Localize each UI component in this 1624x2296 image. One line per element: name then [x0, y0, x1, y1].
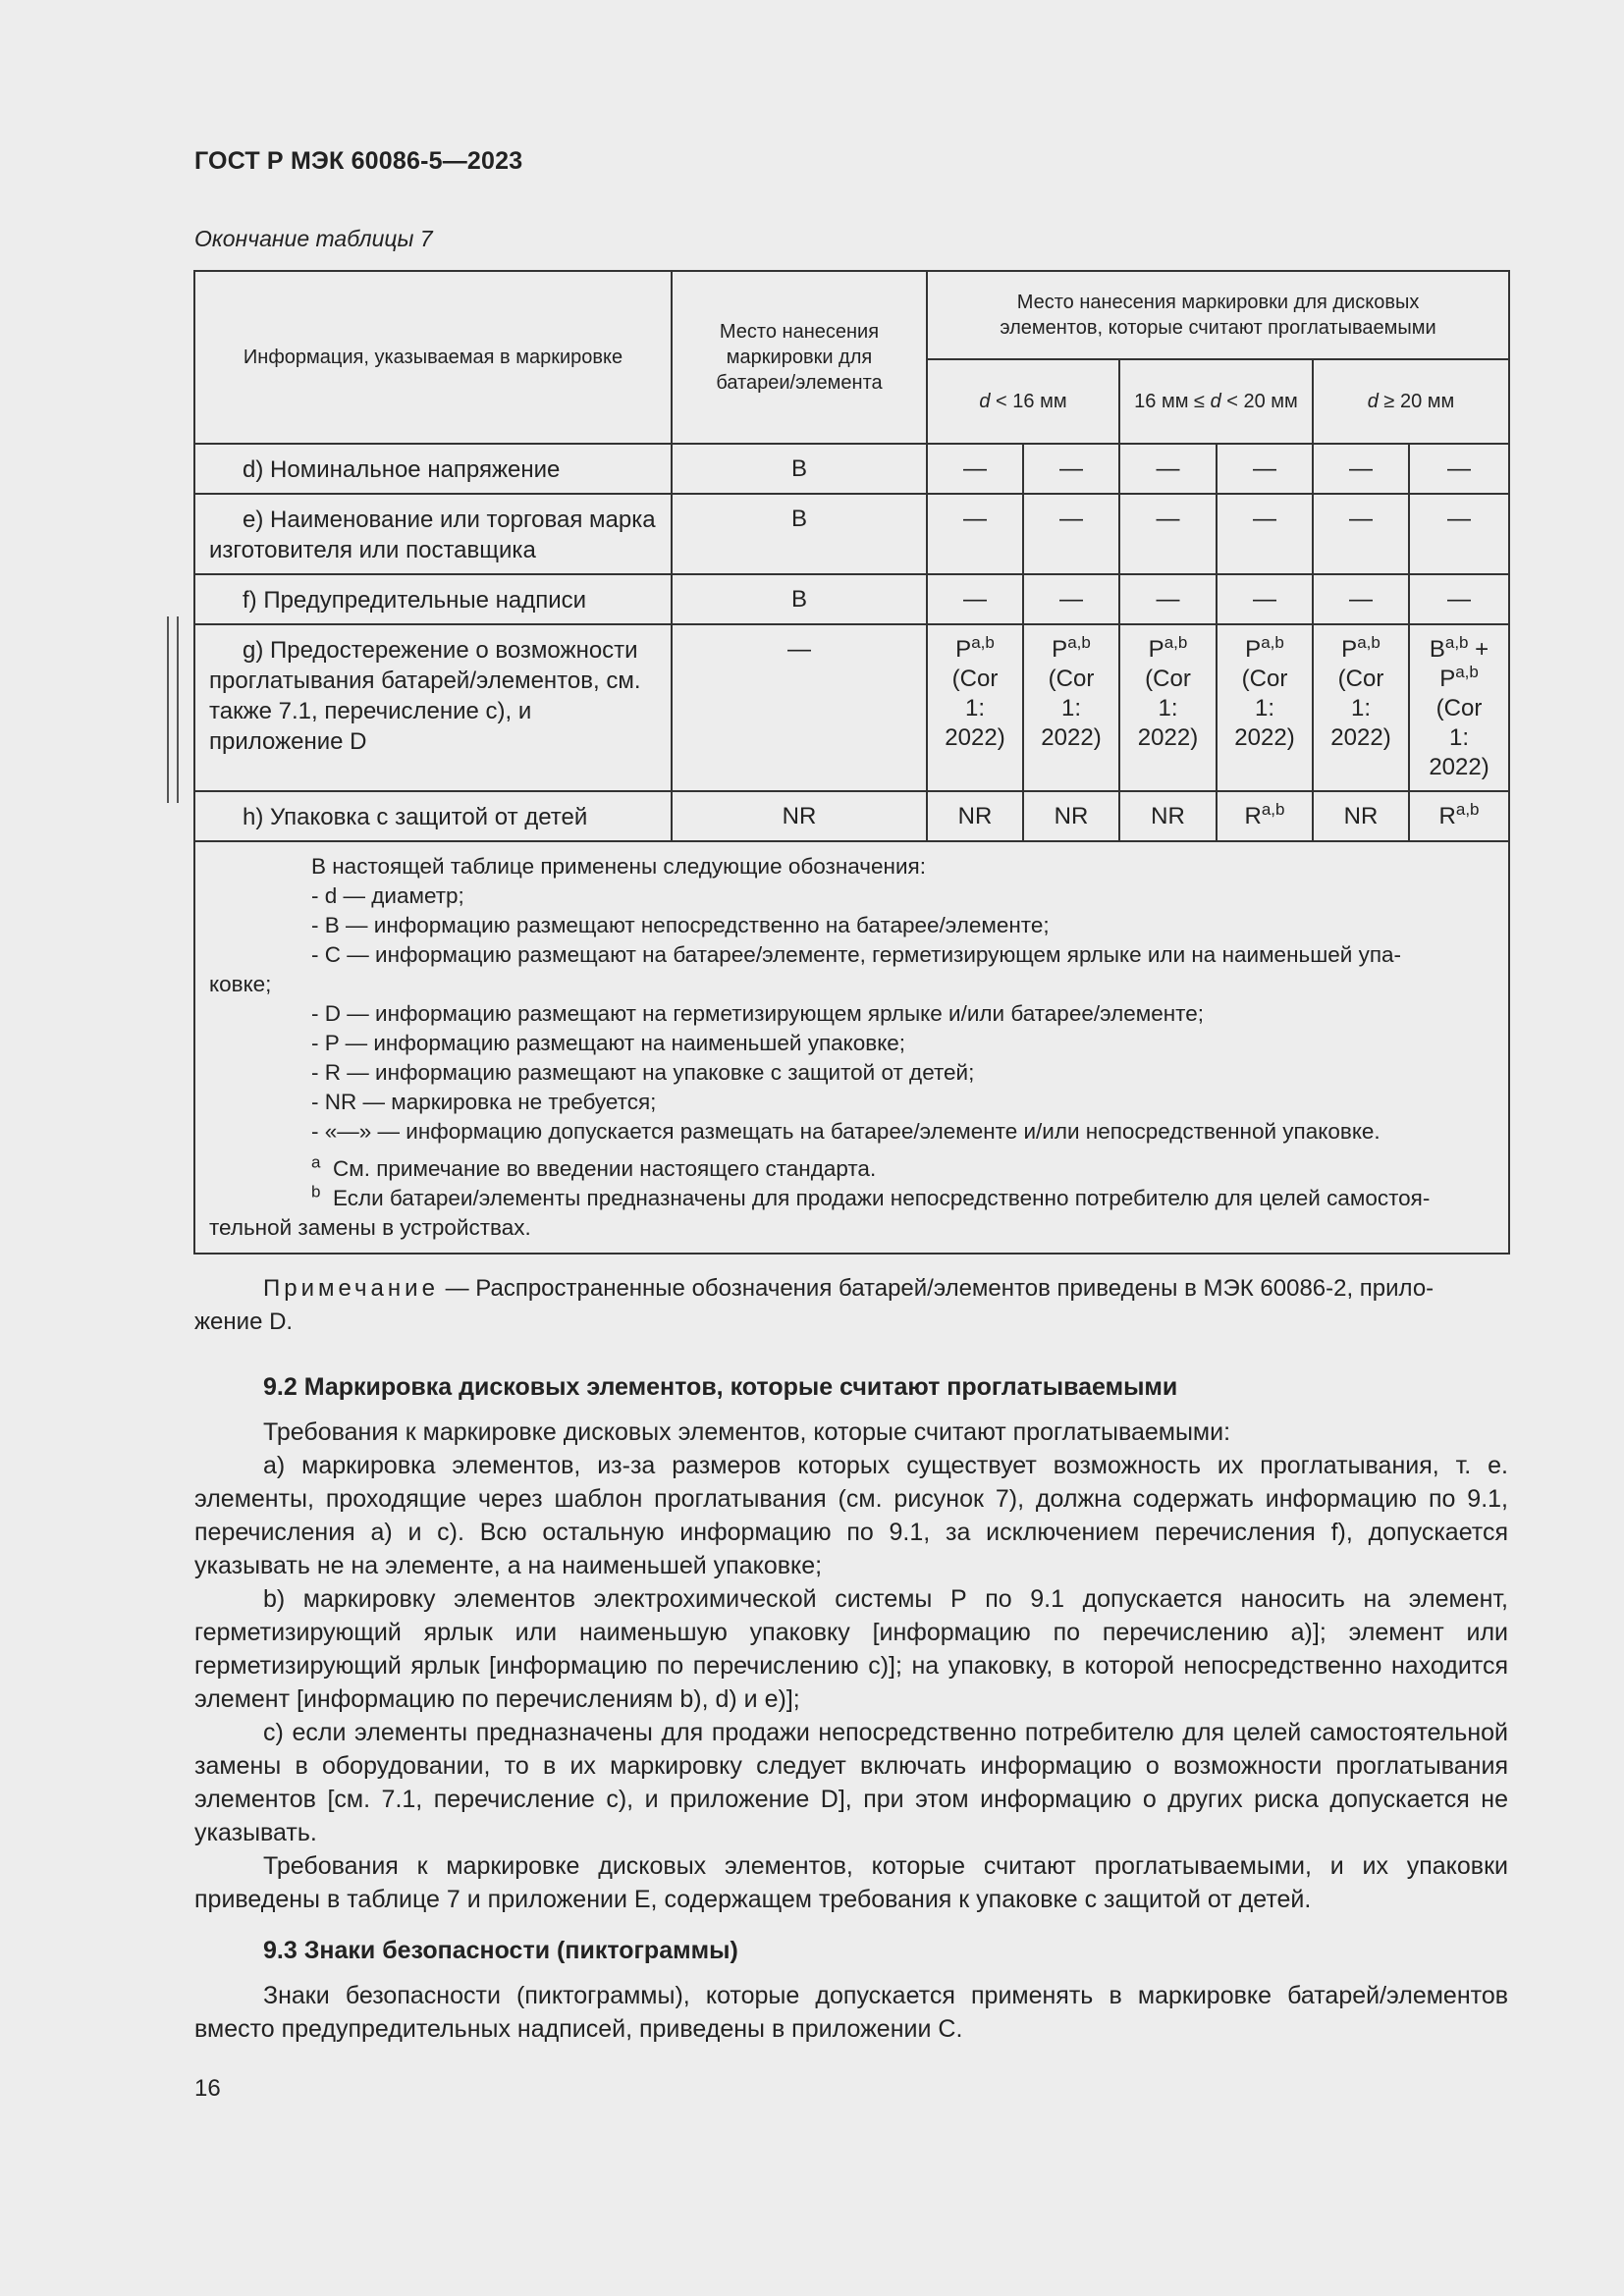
- section-heading: 9.3 Знаки безопасности (пиктограммы): [263, 1937, 738, 1964]
- row-cell: —: [1217, 444, 1313, 494]
- row-cell: —: [1409, 574, 1509, 624]
- section-9-2: 9.2 Маркировка дисковых элементов, которые считают проглатываемыми Требования к маркировке дисковых элементов, которые считают проглатываемыми: а) маркировка элементов, из-за размеров которых существует возможность их проглатывания, т. е. элементы, проходящие через шаблон проглатывания (см. рисунок 7), должна содержать информацию по 9.1, перечисления а) и с). Всю остальную информацию по 9.1, за исключением перечисления f), допускается указывать не на элементе, а на наименьшей упаковке; b) маркировку элементов электрохимической системы Р по 9.1 допускается наносить на элемент, герметизирующий ярлык или наименьшую упаковку [информацию по перечислению а)]; элемент или герметизирующий ярлык [информацию по перечислению с)]; на упаковку, в которой непосредственно находится элемент [информацию по перечислениям b), d) и e)]; c) если элементы предназначены для продажи непосредственно потребителю для целей самостоятельной замены в оборудовании, то в их маркировку следует включать информацию о возможности проглатывания элементов [см. 7.1, перечисление с), и приложение D], при этом информацию о других риска допускается не указывать. Требования к маркировке дисковых элементов, которые считают проглатываемыми, и их упаковки приведены в таблице 7 и приложении Е, содержащем требования к упаковке с защитой от детей. 9.3 Знаки безопасности (пиктограммы) Знаки безопасности (пиктограммы), которые допускается применять в маркировке батарей/элементов вместо предупредительных надписей, приведены в приложении С.: [194, 1370, 1508, 2046]
- legend-item: ковке;: [209, 972, 272, 996]
- legend-item: - NR — маркировка не требуется;: [311, 1090, 657, 1114]
- row-cell: —: [1409, 444, 1509, 494]
- row-cell: P$^{a,b}$ (Cor 1: 2022): [1217, 624, 1313, 791]
- table-row: [194, 791, 1509, 841]
- legend-item: - P — информацию размещают на наименьшей упаковке;: [311, 1031, 906, 1055]
- row-cell: —: [1023, 494, 1119, 574]
- row-cell: —: [1119, 494, 1217, 574]
- revision-bars: [167, 616, 179, 803]
- row-cell: —: [1217, 574, 1313, 624]
- footnotes: [209, 1154, 1494, 1243]
- legend-item: - d — диаметр;: [311, 883, 464, 908]
- legend-intro: В настоящей таблице применены следующие обозначения:: [311, 854, 926, 879]
- table-row: [194, 494, 1509, 574]
- legend-item: - «—» — информацию допускается размещать на батарее/элементе и/или непосредственной упаковке.: [311, 1119, 1380, 1144]
- legend-item: - D — информацию размещают на герметизирующем ярлыке и/или батарее/элементе;: [311, 1001, 1204, 1026]
- header-d-16-20: 16 мм ≤ d < 20 мм: [1119, 359, 1313, 444]
- row-cell: —: [1313, 494, 1409, 574]
- row-cell: —: [1119, 574, 1217, 624]
- footnote-a: $^a$ См. примечание во введении настоящего стандарта.: [311, 1152, 877, 1181]
- legend-item: - B — информацию размещают непосредственно на батарее/элементе;: [311, 913, 1050, 937]
- page-number: 16: [194, 2075, 221, 2102]
- row-battery: B: [672, 494, 927, 574]
- header-d-ge-20: d ≥ 20 мм: [1313, 359, 1509, 444]
- marking-table: [193, 270, 1510, 1255]
- row-cell: —: [927, 444, 1023, 494]
- row-info: g) Предостережение о возможности проглатывания батарей/элементов, см. также 7.1, перечисление с), и приложение D: [194, 624, 672, 791]
- row-cell: —: [1217, 494, 1313, 574]
- row-cell: NR: [1023, 791, 1119, 841]
- table-row: [194, 444, 1509, 494]
- section-heading: 9.2 Маркировка дисковых элементов, которые считают проглатываемыми: [263, 1373, 1178, 1401]
- row-cell: —: [927, 574, 1023, 624]
- row-battery: B: [672, 574, 927, 624]
- row-cell: —: [1409, 494, 1509, 574]
- row-cell: P$^{a,b}$ (Cor 1: 2022): [927, 624, 1023, 791]
- row-info: e) Наименование или торговая марка изготовителя или поставщика: [194, 494, 672, 574]
- footnote-b-cont: тельной замены в устройствах.: [209, 1215, 531, 1240]
- row-cell: P$^{a,b}$ (Cor 1: 2022): [1119, 624, 1217, 791]
- row-cell: NR: [927, 791, 1023, 841]
- footnote-b: $^b$ Если батареи/элементы предназначены для продажи непосредственно потребителю для целей самостоя-: [311, 1182, 1431, 1210]
- row-cell: —: [1023, 444, 1119, 494]
- legend-item: - C — информацию размещают на батарее/элементе, герметизирующем ярлыке или на наименьшей упа-: [311, 942, 1402, 967]
- table-note: Примечание — Распространенные обозначения батарей/элементов приведены в МЭК 60086-2, прило- жение D.: [194, 1275, 1435, 1335]
- row-battery: —: [672, 624, 927, 791]
- table-row: [194, 624, 1509, 791]
- row-cell: P$^{a,b}$ (Cor 1: 2022): [1023, 624, 1119, 791]
- row-battery: NR: [672, 791, 927, 841]
- row-cell: —: [927, 494, 1023, 574]
- row-cell: B$^{a,b}$ + P$^{a,b}$ (Cor 1: 2022): [1409, 624, 1509, 791]
- row-cell: R$^{a,b}$: [1409, 791, 1509, 841]
- header-disc: Место нанесения маркировки для дисковых элементов, которые считают проглатываемыми: [927, 271, 1509, 359]
- legend-row: [194, 841, 1509, 1254]
- row-cell: —: [1313, 574, 1409, 624]
- row-info: d) Номинальное напряжение: [194, 444, 672, 494]
- row-cell: R$^{a,b}$: [1217, 791, 1313, 841]
- row-cell: —: [1313, 444, 1409, 494]
- row-battery: B: [672, 444, 927, 494]
- table-caption: Окончание таблицы 7: [194, 226, 433, 251]
- table-row: [194, 574, 1509, 624]
- header-battery: Место нанесения маркировки для батареи/элемента: [672, 271, 927, 444]
- legend-item: - R — информацию размещают на упаковке с защитой от детей;: [311, 1060, 975, 1085]
- header-info: Информация, указываемая в маркировке: [194, 271, 672, 444]
- legend: [194, 841, 1509, 1254]
- row-cell: P$^{a,b}$ (Cor 1: 2022): [1313, 624, 1409, 791]
- note-label: Примечание: [263, 1275, 439, 1302]
- row-cell: NR: [1119, 791, 1217, 841]
- row-cell: NR: [1313, 791, 1409, 841]
- document-header: ГОСТ Р МЭК 60086-5—2023: [194, 147, 523, 175]
- row-info: f) Предупредительные надписи: [194, 574, 672, 624]
- row-cell: —: [1119, 444, 1217, 494]
- row-info: h) Упаковка с защитой от детей: [194, 791, 672, 841]
- header-d-lt-16: d < 16 мм: [927, 359, 1119, 444]
- row-cell: —: [1023, 574, 1119, 624]
